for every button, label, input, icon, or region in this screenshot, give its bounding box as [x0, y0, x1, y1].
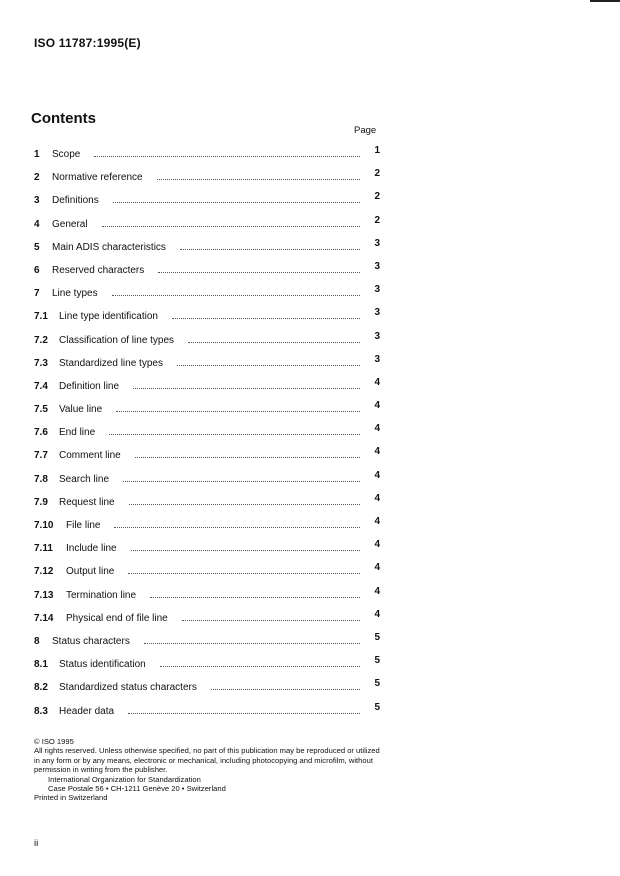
toc-entry-title: Standardized line types [59, 357, 163, 369]
toc-dot-leader [131, 550, 360, 551]
toc-entry-title: Normative reference [52, 172, 143, 184]
page-number: ii [34, 838, 39, 849]
toc-entry[interactable] [34, 607, 380, 630]
toc-entry-number: 8.1 [34, 659, 48, 671]
toc-entry-title: Scope [52, 149, 81, 160]
toc-entry-page: 5 [374, 655, 380, 667]
toc-entry[interactable] [34, 630, 380, 653]
toc-dot-leader [114, 527, 360, 528]
toc-entry-page: 3 [374, 237, 380, 249]
toc-entry-number: 7.5 [34, 404, 48, 416]
toc-entry-page: 4 [374, 492, 380, 504]
toc-entry[interactable] [34, 236, 380, 259]
toc-entry[interactable] [34, 653, 380, 676]
page-column-label: Page [354, 125, 377, 136]
toc-entry-page: 3 [374, 284, 380, 296]
toc-entry-title: Reserved characters [52, 264, 145, 276]
toc-entry-title: File line [66, 520, 101, 531]
toc-entry-number: 7.1 [34, 311, 48, 323]
toc-entry[interactable] [34, 560, 380, 583]
toc-entry-title: Termination line [66, 589, 137, 601]
toc-entry-number: 7.4 [34, 380, 48, 392]
toc-dot-leader [160, 666, 360, 667]
toc-entry-page: 3 [374, 330, 380, 342]
toc-dot-leader [102, 226, 360, 227]
toc-entry-page: 2 [374, 191, 380, 203]
toc-entry-title: Classification of line types [59, 334, 175, 346]
toc-dot-leader [144, 643, 360, 644]
copyright-block [34, 737, 384, 803]
toc-entry-number: 7.7 [34, 450, 48, 462]
toc-dot-leader [211, 689, 360, 690]
toc-dot-leader [128, 713, 360, 714]
toc-entry-title: Search line [59, 473, 110, 485]
toc-entry[interactable] [34, 421, 380, 444]
toc-entry-title: Line types [52, 288, 98, 300]
toc-dot-leader [180, 249, 360, 250]
toc-entry-page: 2 [374, 214, 380, 226]
toc-dot-leader [177, 365, 360, 366]
toc-dot-leader [129, 504, 360, 505]
toc-entry[interactable] [34, 213, 380, 236]
toc-entry-page: 4 [374, 423, 380, 435]
toc-entry-number: 7.14 [34, 612, 54, 624]
toc-entry-page: 4 [374, 562, 380, 574]
toc-entry-number: 7.2 [34, 334, 48, 346]
toc-entry[interactable] [34, 305, 380, 328]
contents-heading: Contents [31, 110, 96, 127]
toc-entry-page: 4 [374, 608, 380, 620]
toc-entry[interactable] [34, 537, 380, 560]
organization-name: International Organization for Standardization [48, 774, 201, 784]
toc-entry-page: 5 [374, 678, 380, 690]
toc-entry[interactable] [34, 143, 380, 166]
toc-dot-leader [109, 434, 360, 435]
toc-entry-page: 1 [374, 145, 380, 156]
toc-entry[interactable] [34, 700, 380, 723]
toc-entry[interactable] [34, 166, 380, 189]
toc-entry-page: 2 [374, 168, 380, 180]
toc-entry-number: 4 [34, 218, 40, 230]
toc-entry-title: Comment line [59, 450, 121, 462]
copyright-rights-text: All rights reserved. Unless otherwise specified, no part of this publication may be reproduced or utilized in any form or by any means, electronic or mechanical, including photocopying and microfilm, without permission in writing from the publisher. [34, 746, 380, 775]
toc-entry[interactable] [34, 468, 380, 491]
toc-dot-leader [157, 179, 360, 180]
copyright-notice: © ISO 1995 [34, 737, 74, 746]
toc-entry-page: 4 [374, 539, 380, 551]
toc-entry-number: 7.3 [34, 357, 48, 369]
toc-entry-page: 3 [374, 260, 380, 272]
toc-dot-leader [112, 295, 360, 296]
toc-entry-title: Output line [66, 566, 115, 578]
organization-address: Case Postale 56 • CH-1211 Genève 20 • Switzerland [48, 784, 226, 794]
toc-dot-leader [116, 411, 360, 412]
toc-entry-number: 3 [34, 195, 40, 207]
toc-entry-number: 6 [34, 264, 40, 276]
toc-entry-page: 4 [374, 376, 380, 388]
toc-entry[interactable] [34, 398, 380, 421]
corner-crop-mark [590, 0, 620, 2]
toc-entry-number: 8.2 [34, 682, 48, 694]
toc-entry-number: 7.12 [34, 566, 54, 578]
toc-entry-title: Status identification [59, 659, 146, 671]
toc-entry-number: 8 [34, 635, 40, 647]
toc-dot-leader [135, 457, 360, 458]
toc-entry-number: 7.6 [34, 427, 48, 439]
printed-in: Printed in Switzerland [34, 793, 108, 803]
toc-dot-leader [128, 573, 360, 574]
toc-entry-number: 1 [34, 149, 40, 160]
toc-dot-leader [172, 318, 360, 319]
toc-entry-title: Value line [59, 404, 103, 416]
toc-entry-page: 4 [374, 400, 380, 412]
toc-entry-number: 7.8 [34, 473, 48, 485]
toc-entry-title: Line type identification [59, 311, 158, 323]
table-of-contents [34, 143, 380, 723]
toc-entry[interactable] [34, 352, 380, 375]
toc-entry-number: 5 [34, 241, 40, 253]
toc-entry-page: 4 [374, 585, 380, 597]
toc-entry-page: 4 [374, 446, 380, 458]
toc-entry-number: 7.10 [34, 520, 54, 531]
toc-entry-title: Physical end of file line [66, 612, 168, 624]
toc-entry[interactable] [34, 375, 380, 398]
toc-dot-leader [133, 388, 360, 389]
toc-entry-title: Header data [59, 705, 115, 717]
toc-entry-title: End line [59, 427, 96, 439]
toc-entry-title: Definitions [52, 195, 99, 207]
toc-entry-title: Standardized status characters [59, 682, 197, 694]
toc-entry[interactable] [34, 259, 380, 282]
toc-entry-title: Include line [66, 543, 117, 555]
toc-entry-page: 3 [374, 307, 380, 319]
toc-entry[interactable] [34, 444, 380, 467]
toc-dot-leader [150, 597, 360, 598]
toc-dot-leader [94, 156, 360, 157]
toc-entry-number: 7.11 [34, 543, 53, 555]
toc-entry-title: Definition line [59, 380, 120, 392]
toc-entry-number: 8.3 [34, 705, 48, 717]
toc-entry-title: Main ADIS characteristics [52, 241, 166, 253]
toc-entry-page: 5 [374, 701, 380, 713]
toc-dot-leader [158, 272, 360, 273]
toc-entry-title: Status characters [52, 635, 130, 647]
toc-entry-number: 7 [34, 288, 40, 300]
toc-dot-leader [182, 620, 360, 621]
toc-dot-leader [113, 202, 360, 203]
toc-entry-title: General [52, 218, 88, 230]
toc-entry-number: 7.13 [34, 589, 54, 601]
toc-entry[interactable] [34, 491, 380, 514]
toc-entry[interactable] [34, 282, 380, 305]
toc-entry-page: 4 [374, 516, 380, 527]
toc-entry-page: 4 [374, 469, 380, 481]
toc-entry[interactable] [34, 514, 380, 537]
toc-entry-number: 2 [34, 172, 40, 184]
toc-dot-leader [188, 342, 360, 343]
toc-entry[interactable] [34, 676, 380, 699]
toc-entry-page: 3 [374, 353, 380, 365]
toc-entry[interactable] [34, 329, 380, 352]
toc-entry-title: Request line [59, 496, 115, 508]
toc-entry[interactable] [34, 189, 380, 212]
toc-entry-page: 5 [374, 631, 380, 643]
standard-identifier: ISO 11787:1995(E) [34, 36, 141, 50]
toc-entry[interactable] [34, 584, 380, 607]
toc-dot-leader [123, 481, 360, 482]
toc-entry-number: 7.9 [34, 496, 48, 508]
